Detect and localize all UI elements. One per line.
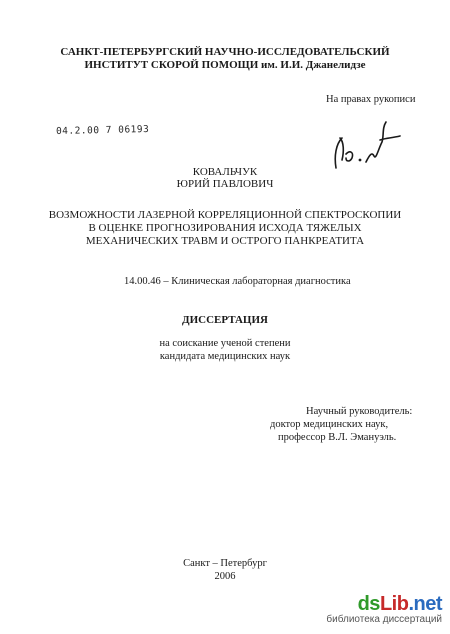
dissertation-title <box>0 209 450 248</box>
dslib-logo <box>326 594 442 614</box>
specialty: 14.00.46 – Клиническая лабораторная диагностика <box>124 276 351 287</box>
adviser-line-1: Научный руководитель: <box>306 406 413 417</box>
logo-lib: Lib <box>379 593 409 615</box>
title-line-2: В ОЦЕНКЕ ПРОГНОЗИРОВАНИЯ ИСХОДА ТЯЖЕЛЫХ <box>88 222 362 234</box>
manuscript-note: На правах рукописи <box>326 94 416 105</box>
city: Санкт – Петербург <box>183 558 267 569</box>
dslib-watermark[interactable] <box>326 594 442 626</box>
city-year-block <box>0 557 450 583</box>
watermark-caption: библиотека диссертаций <box>326 614 442 625</box>
logo-ds: ds <box>357 593 380 615</box>
author-block <box>0 166 450 190</box>
year: 2006 <box>214 571 236 582</box>
adviser-line-3: профессор В.Л. Эмануэль. <box>278 432 397 443</box>
degree-block <box>0 337 450 363</box>
degree-line-2: кандидата медицинских наук <box>159 351 291 362</box>
adviser-line-2: доктор медицинских наук, <box>270 419 389 430</box>
institution-line-1: САНКТ-ПЕТЕРБУРГСКИЙ НАУЧНО-ИССЛЕДОВАТЕЛЬСКИЙ <box>60 46 390 58</box>
author-name: ЮРИЙ ПАВЛОВИЧ <box>176 178 274 190</box>
title-line-3: МЕХАНИЧЕСКИХ ТРАВМ И ОСТРОГО ПАНКРЕАТИТА <box>85 235 365 247</box>
author-surname: КОВАЛЬЧУК <box>192 166 258 178</box>
title-line-1: ВОЗМОЖНОСТИ ЛАЗЕРНОЙ КОРРЕЛЯЦИОННОЙ СПЕКТРОСКОПИИ <box>48 209 402 221</box>
institution-line-2: ИНСТИТУТ СКОРОЙ ПОМОЩИ им. И.И. Джанелидзе <box>84 59 366 71</box>
document-type: ДИССЕРТАЦИЯ <box>182 314 268 326</box>
institution-header <box>0 46 450 72</box>
logo-net: .net <box>408 593 442 615</box>
registration-code: 04.2.00 7 06193 <box>55 124 150 137</box>
adviser-block <box>270 405 412 444</box>
degree-line-1: на соискание ученой степени <box>159 338 291 349</box>
